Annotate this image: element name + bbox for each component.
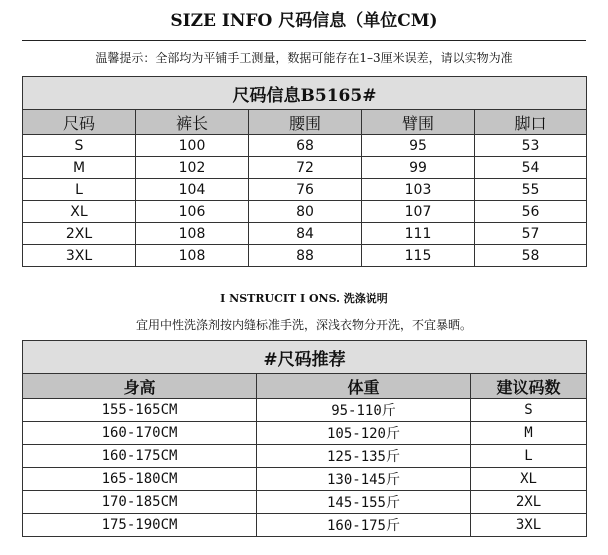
table-cell: 54 — [475, 157, 587, 179]
table-cell: 108 — [136, 223, 249, 245]
table-cell: 95-110斤 — [257, 399, 471, 422]
table-cell: 76 — [249, 179, 362, 201]
table-cell: 95 — [362, 135, 475, 157]
header-cell: 裤长 — [136, 110, 249, 135]
measurement-notice: 温馨提示：全部均为平铺手工测量，数据可能存在1–3厘米误差，请以实物为准 — [95, 51, 513, 65]
table-cell: M — [471, 422, 587, 445]
header-cell: 臂围 — [362, 110, 475, 135]
table-cell: 106 — [136, 201, 249, 223]
table-cell: 125-135斤 — [257, 445, 471, 468]
table-row — [23, 399, 587, 422]
table-cell: 145-155斤 — [257, 491, 471, 514]
table-cell: 160-175斤 — [257, 514, 471, 537]
table-cell: 111 — [362, 223, 475, 245]
table-row — [23, 179, 587, 201]
title-divider — [22, 40, 586, 41]
header-cell: 脚口 — [475, 110, 587, 135]
table-cell: 53 — [475, 135, 587, 157]
table-cell: 56 — [475, 201, 587, 223]
table-row — [23, 468, 587, 491]
header-cell: 建议码数 — [471, 374, 587, 399]
table-cell: 3XL — [23, 245, 136, 267]
table-cell: XL — [471, 468, 587, 491]
table-cell: 2XL — [23, 223, 136, 245]
header-cell: 腰围 — [249, 110, 362, 135]
header-cell: 身高 — [23, 374, 257, 399]
table-cell: 72 — [249, 157, 362, 179]
table-cell: 80 — [249, 201, 362, 223]
table-cell: 105-120斤 — [257, 422, 471, 445]
table-cell: 107 — [362, 201, 475, 223]
table-cell: 103 — [362, 179, 475, 201]
table-row — [23, 135, 587, 157]
table-cell: 99 — [362, 157, 475, 179]
header-cell: 尺码 — [23, 110, 136, 135]
table-cell: 104 — [136, 179, 249, 201]
table-cell: 88 — [249, 245, 362, 267]
table-cell: 170-185CM — [23, 491, 257, 514]
table-row — [23, 201, 587, 223]
table-cell: 100 — [136, 135, 249, 157]
header-cell: 体重 — [257, 374, 471, 399]
table-cell: 102 — [136, 157, 249, 179]
table-row — [23, 245, 587, 267]
recommend-table-caption: #尺码推荐 — [23, 341, 587, 374]
table-row — [23, 514, 587, 537]
table-row — [23, 445, 587, 468]
table-row — [23, 223, 587, 245]
table-cell: S — [471, 399, 587, 422]
table-cell: 68 — [249, 135, 362, 157]
table-cell: 115 — [362, 245, 475, 267]
size-info-table — [22, 76, 587, 267]
table-cell: 57 — [475, 223, 587, 245]
table-row — [23, 491, 587, 514]
size-table-header — [23, 110, 587, 135]
instructions-text: 宜用中性洗涤剂按内缝标准手洗，深浅衣物分开洗，不宜暴晒。 — [135, 318, 472, 332]
table-cell: 130-145斤 — [257, 468, 471, 491]
table-cell: 165-180CM — [23, 468, 257, 491]
table-cell: 3XL — [471, 514, 587, 537]
table-cell: 175-190CM — [23, 514, 257, 537]
table-cell: 155-165CM — [23, 399, 257, 422]
table-cell: S — [23, 135, 136, 157]
size-recommendation-table — [22, 340, 587, 537]
table-cell: 55 — [475, 179, 587, 201]
table-cell: 160-175CM — [23, 445, 257, 468]
instructions-title: I NSTRUCIT I ONS. 洗涤说明 — [220, 292, 388, 305]
size-table-caption: 尺码信息B5165# — [23, 77, 587, 110]
table-cell: L — [23, 179, 136, 201]
table-row — [23, 157, 587, 179]
page-title: SIZE INFO 尺码信息（单位CM) — [170, 11, 438, 31]
table-cell: 160-170CM — [23, 422, 257, 445]
table-cell: 2XL — [471, 491, 587, 514]
recommend-table-header — [23, 374, 587, 399]
table-cell: L — [471, 445, 587, 468]
table-cell: XL — [23, 201, 136, 223]
table-cell: 84 — [249, 223, 362, 245]
table-row — [23, 422, 587, 445]
table-cell: 58 — [475, 245, 587, 267]
table-cell: 108 — [136, 245, 249, 267]
table-cell: M — [23, 157, 136, 179]
